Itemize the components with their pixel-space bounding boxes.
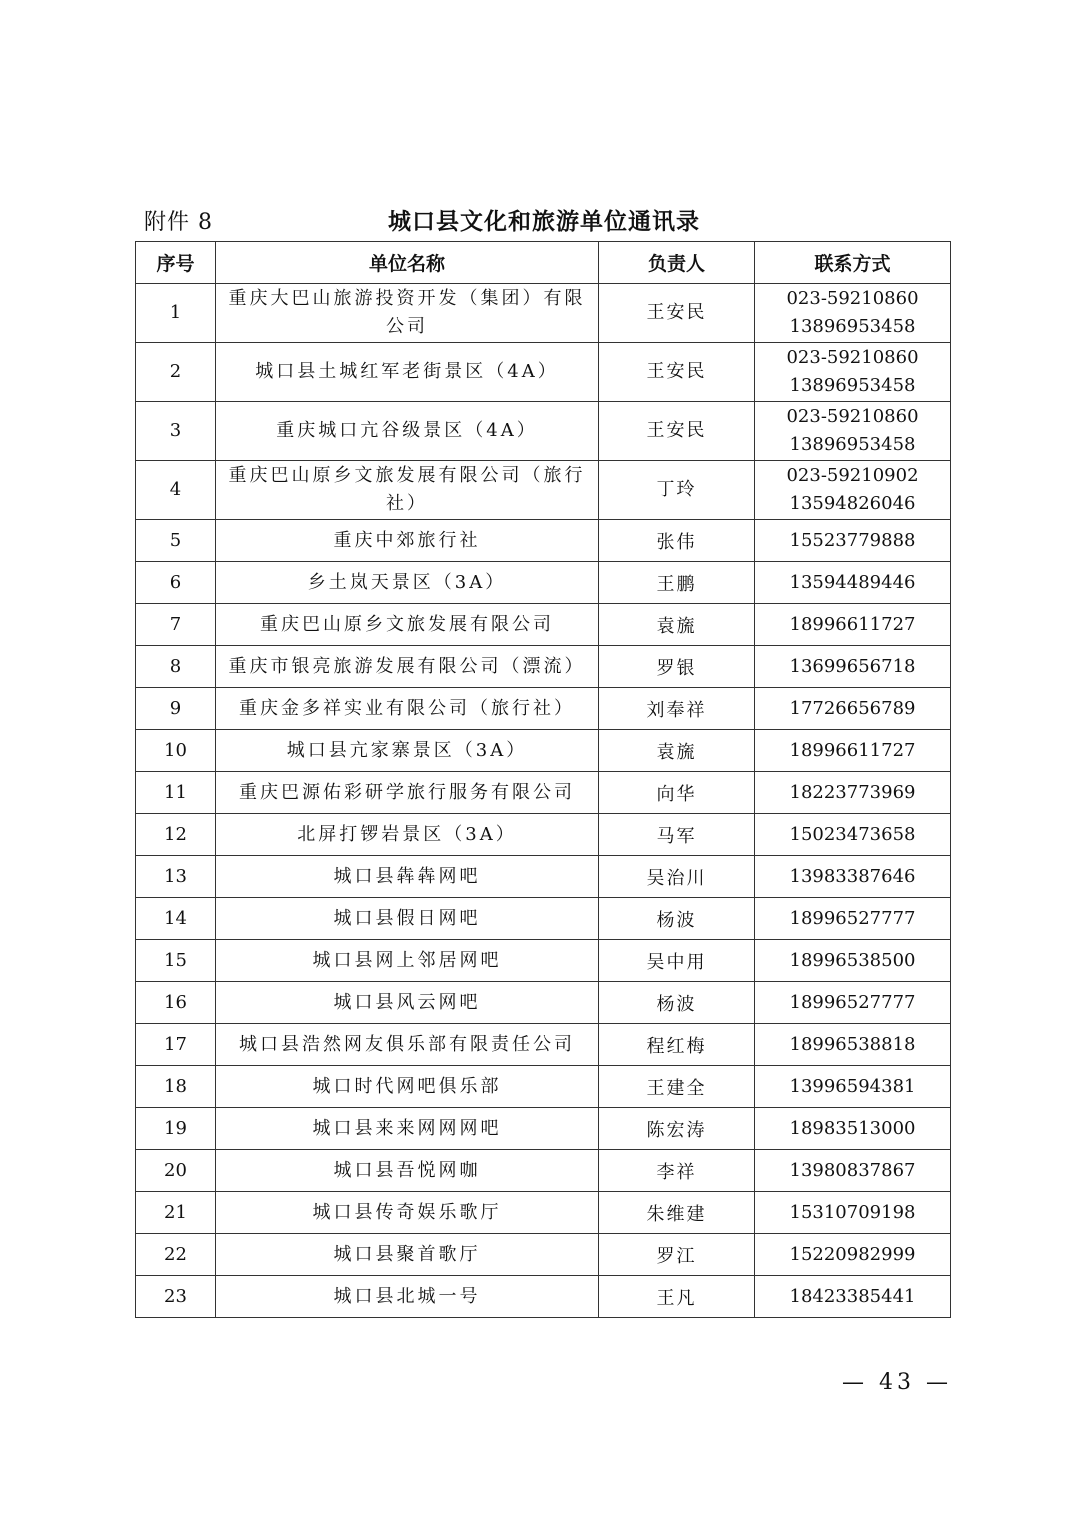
unit-name: 重庆城口亢谷级景区（4A） — [216, 402, 599, 461]
unit-name: 城口县亢家寨景区（3A） — [216, 730, 599, 772]
person-in-charge: 程红梅 — [599, 1024, 755, 1066]
table-row — [136, 646, 951, 688]
contact-info — [755, 814, 951, 856]
phone-number-secondary: 13896953458 — [789, 434, 916, 455]
contact-info — [755, 343, 951, 402]
phone-number: 023-59210860 — [786, 406, 919, 427]
unit-name: 城口县北城一号 — [216, 1276, 599, 1318]
row-number: 13 — [136, 856, 216, 898]
unit-name: 重庆大巴山旅游投资开发（集团）有限公司 — [216, 284, 599, 343]
phone-number: 18996538500 — [789, 949, 916, 971]
person-in-charge: 王凡 — [599, 1276, 755, 1318]
phone-number-secondary: 13896953458 — [789, 375, 916, 396]
column-header-contact: 联系方式 — [755, 242, 951, 284]
contact-info — [755, 688, 951, 730]
table-row — [136, 1150, 951, 1192]
unit-name: 重庆金多祥实业有限公司（旅行社） — [216, 688, 599, 730]
contact-info — [755, 1066, 951, 1108]
table-row — [136, 1234, 951, 1276]
table-header — [136, 242, 951, 284]
table-row — [136, 688, 951, 730]
unit-name: 重庆巴山原乡文旅发展有限公司 — [216, 604, 599, 646]
contact-info — [755, 730, 951, 772]
contact-info — [755, 402, 951, 461]
unit-name: 城口县聚首歌厅 — [216, 1234, 599, 1276]
unit-name: 乡土岚天景区（3A） — [216, 562, 599, 604]
directory-table — [135, 241, 951, 1318]
unit-name: 城口县传奇娱乐歌厅 — [216, 1192, 599, 1234]
unit-name: 重庆中郊旅行社 — [216, 520, 599, 562]
row-number: 2 — [136, 343, 216, 402]
contact-info — [755, 562, 951, 604]
table-row — [136, 343, 951, 402]
row-number: 15 — [136, 940, 216, 982]
phone-number: 023-59210860 — [786, 288, 919, 309]
phone-number: 13699656718 — [789, 655, 916, 677]
table-row — [136, 284, 951, 343]
person-in-charge: 杨波 — [599, 982, 755, 1024]
phone-number: 023-59210902 — [786, 465, 919, 486]
phone-number: 13594489446 — [789, 571, 916, 593]
table-row — [136, 856, 951, 898]
person-in-charge: 刘奉祥 — [599, 688, 755, 730]
row-number: 1 — [136, 284, 216, 343]
table-row — [136, 1066, 951, 1108]
column-header-number: 序号 — [136, 242, 216, 284]
person-in-charge: 袁旒 — [599, 730, 755, 772]
unit-name: 城口时代网吧俱乐部 — [216, 1066, 599, 1108]
table-row — [136, 604, 951, 646]
contact-info — [755, 604, 951, 646]
phone-number: 13996594381 — [789, 1075, 916, 1097]
column-header-person: 负责人 — [599, 242, 755, 284]
table-row — [136, 940, 951, 982]
row-number: 6 — [136, 562, 216, 604]
phone-number: 18423385441 — [789, 1285, 916, 1307]
table-row — [136, 814, 951, 856]
phone-number: 18996527777 — [789, 907, 916, 929]
person-in-charge: 马军 — [599, 814, 755, 856]
table-row — [136, 1192, 951, 1234]
contact-info — [755, 1234, 951, 1276]
person-in-charge: 陈宏涛 — [599, 1108, 755, 1150]
row-number: 8 — [136, 646, 216, 688]
header-row — [136, 242, 951, 284]
column-header-unit-name: 单位名称 — [216, 242, 599, 284]
page-number: — 43 — — [842, 1370, 952, 1395]
phone-number: 18996538818 — [789, 1033, 916, 1055]
person-in-charge: 王安民 — [599, 284, 755, 343]
row-number: 11 — [136, 772, 216, 814]
phone-number: 13983387646 — [789, 865, 916, 887]
contact-info — [755, 461, 951, 520]
phone-number: 15523779888 — [789, 529, 916, 551]
person-in-charge: 袁旒 — [599, 604, 755, 646]
row-number: 19 — [136, 1108, 216, 1150]
table-row — [136, 772, 951, 814]
row-number: 20 — [136, 1150, 216, 1192]
contact-info — [755, 772, 951, 814]
phone-number-secondary: 13594826046 — [789, 493, 916, 514]
person-in-charge: 王鹏 — [599, 562, 755, 604]
attachment-label: 附件 8 — [144, 210, 213, 235]
unit-name: 城口县网上邻居网吧 — [216, 940, 599, 982]
contact-info — [755, 1192, 951, 1234]
row-number: 10 — [136, 730, 216, 772]
row-number: 22 — [136, 1234, 216, 1276]
phone-number: 13980837867 — [789, 1159, 916, 1181]
phone-number: 18996611727 — [789, 739, 916, 761]
table-row — [136, 1024, 951, 1066]
phone-number: 15310709198 — [789, 1201, 916, 1223]
row-number: 16 — [136, 982, 216, 1024]
person-in-charge: 丁玲 — [599, 461, 755, 520]
page-title: 城口县文化和旅游单位通讯录 — [388, 208, 700, 235]
phone-number: 18996611727 — [789, 613, 916, 635]
unit-name: 北屏打锣岩景区（3A） — [216, 814, 599, 856]
row-number: 18 — [136, 1066, 216, 1108]
phone-number: 17726656789 — [789, 697, 916, 719]
unit-name: 城口县来来网网网吧 — [216, 1108, 599, 1150]
phone-number-secondary: 13896953458 — [789, 316, 916, 337]
person-in-charge: 杨波 — [599, 898, 755, 940]
table-row — [136, 402, 951, 461]
row-number: 5 — [136, 520, 216, 562]
person-in-charge: 王建全 — [599, 1066, 755, 1108]
person-in-charge: 吴中用 — [599, 940, 755, 982]
table-row — [136, 982, 951, 1024]
table-body — [136, 284, 951, 1318]
unit-name: 城口县吾悦网咖 — [216, 1150, 599, 1192]
table-row — [136, 562, 951, 604]
table-row — [136, 520, 951, 562]
row-number: 12 — [136, 814, 216, 856]
table-row — [136, 898, 951, 940]
table-row — [136, 730, 951, 772]
row-number: 7 — [136, 604, 216, 646]
contact-info — [755, 284, 951, 343]
contact-info — [755, 982, 951, 1024]
person-in-charge: 罗银 — [599, 646, 755, 688]
contact-info — [755, 1024, 951, 1066]
unit-name: 城口县土城红军老街景区（4A） — [216, 343, 599, 402]
contact-info — [755, 856, 951, 898]
phone-number: 15023473658 — [789, 823, 916, 845]
unit-name: 城口县风云网吧 — [216, 982, 599, 1024]
table-row — [136, 461, 951, 520]
table-row — [136, 1276, 951, 1318]
row-number: 17 — [136, 1024, 216, 1066]
table-row — [136, 1108, 951, 1150]
unit-name: 重庆市银亮旅游发展有限公司（漂流） — [216, 646, 599, 688]
row-number: 9 — [136, 688, 216, 730]
person-in-charge: 吴治川 — [599, 856, 755, 898]
row-number: 23 — [136, 1276, 216, 1318]
contact-info — [755, 520, 951, 562]
person-in-charge: 向华 — [599, 772, 755, 814]
person-in-charge: 张伟 — [599, 520, 755, 562]
phone-number: 15220982999 — [789, 1243, 916, 1265]
unit-name: 城口县浩然网友俱乐部有限责任公司 — [216, 1024, 599, 1066]
unit-name: 重庆巴山原乡文旅发展有限公司（旅行社） — [216, 461, 599, 520]
phone-number: 18223773969 — [789, 781, 916, 803]
contact-info — [755, 646, 951, 688]
phone-number: 18996527777 — [789, 991, 916, 1013]
row-number: 14 — [136, 898, 216, 940]
contact-info — [755, 1276, 951, 1318]
row-number: 4 — [136, 461, 216, 520]
phone-number: 18983513000 — [789, 1117, 916, 1139]
person-in-charge: 王安民 — [599, 343, 755, 402]
contact-info — [755, 1150, 951, 1192]
person-in-charge: 罗江 — [599, 1234, 755, 1276]
unit-name: 城口县假日网吧 — [216, 898, 599, 940]
contact-info — [755, 940, 951, 982]
phone-number: 023-59210860 — [786, 347, 919, 368]
row-number: 21 — [136, 1192, 216, 1234]
unit-name: 城口县犇犇网吧 — [216, 856, 599, 898]
person-in-charge: 朱维建 — [599, 1192, 755, 1234]
contact-info — [755, 898, 951, 940]
person-in-charge: 李祥 — [599, 1150, 755, 1192]
unit-name: 重庆巴源佑彩研学旅行服务有限公司 — [216, 772, 599, 814]
person-in-charge: 王安民 — [599, 402, 755, 461]
contact-info — [755, 1108, 951, 1150]
row-number: 3 — [136, 402, 216, 461]
